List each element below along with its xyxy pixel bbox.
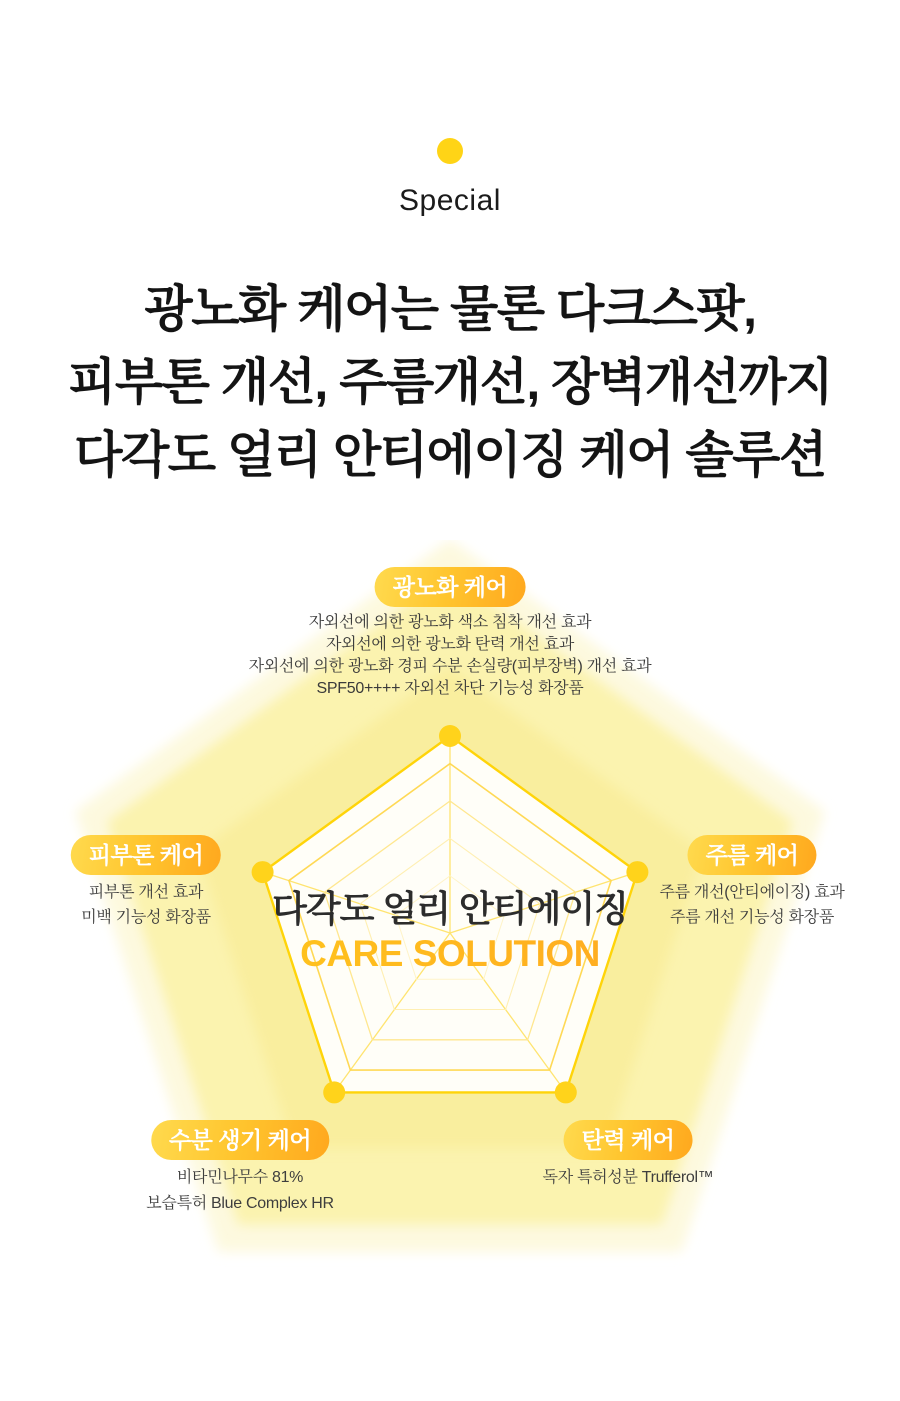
center-subtitle: CARE SOLUTION: [272, 931, 628, 977]
elasticity-care-badge: 탄력 케어: [564, 1120, 693, 1160]
headline-line-2: 피부톤 개선, 주름개선, 장벽개선까지: [68, 354, 832, 410]
detail-line: 주름 개선(안티에이징) 효과: [659, 884, 845, 901]
node-wrinkle-care: [659, 835, 844, 930]
wrinkle-care-details: [659, 880, 844, 930]
headline: [68, 273, 832, 492]
skin-tone-care-badge: 피부톤 케어: [71, 835, 221, 875]
photoaging-care-details: [249, 612, 652, 700]
vertex-dot-right: [626, 861, 648, 883]
detail-line: 비타민나무수 81%: [176, 1169, 304, 1186]
node-photoaging-care: [249, 567, 652, 700]
detail-line: 보습특허 Blue Complex HR: [146, 1195, 334, 1212]
elasticity-care-details: [543, 1165, 714, 1191]
detail-line: 자외선에 의한 광노화 색소 침착 개선 효과: [308, 614, 592, 631]
headline-line-3: 다각도 얼리 안티에이징 케어 솔루션: [74, 427, 826, 483]
detail-line: 독자 특허성분 Trufferol™: [542, 1169, 714, 1186]
headline-line-1: 광노화 케어는 물론 다크스팟,: [144, 281, 756, 337]
vertex-dot-bottom-left: [323, 1081, 345, 1103]
node-elasticity-care: [543, 1120, 714, 1191]
detail-line: 주름 개선 기능성 화장품: [669, 909, 834, 926]
moisture-care-details: [146, 1165, 333, 1217]
section-eyebrow: Special: [399, 184, 501, 217]
node-moisture-care: [146, 1120, 333, 1217]
vertex-dot-top: [439, 725, 461, 747]
detail-line: 자외선에 의한 광노화 경피 수분 손실량(피부장벽) 개선 효과: [248, 658, 652, 675]
accent-dot-icon: [437, 138, 463, 164]
detail-line: SPF50++++ 자외선 차단 기능성 화장품: [316, 680, 584, 697]
vertex-dot-left: [252, 861, 274, 883]
detail-line: 자외선에 의한 광노화 탄력 개선 효과: [325, 636, 575, 653]
vertex-dot-bottom-right: [555, 1081, 577, 1103]
detail-line: 피부톤 개선 효과: [88, 884, 204, 901]
moisture-care-badge: 수분 생기 케어: [151, 1120, 329, 1160]
skin-tone-care-details: [71, 880, 221, 930]
pentagon-center-caption: [272, 886, 628, 977]
detail-line: 미백 기능성 화장품: [81, 909, 211, 926]
center-title: 다각도 얼리 안티에이징: [272, 888, 628, 929]
photoaging-care-badge: 광노화 케어: [375, 567, 525, 607]
wrinkle-care-badge: 주름 케어: [688, 835, 817, 875]
node-skin-tone-care: [71, 835, 221, 930]
